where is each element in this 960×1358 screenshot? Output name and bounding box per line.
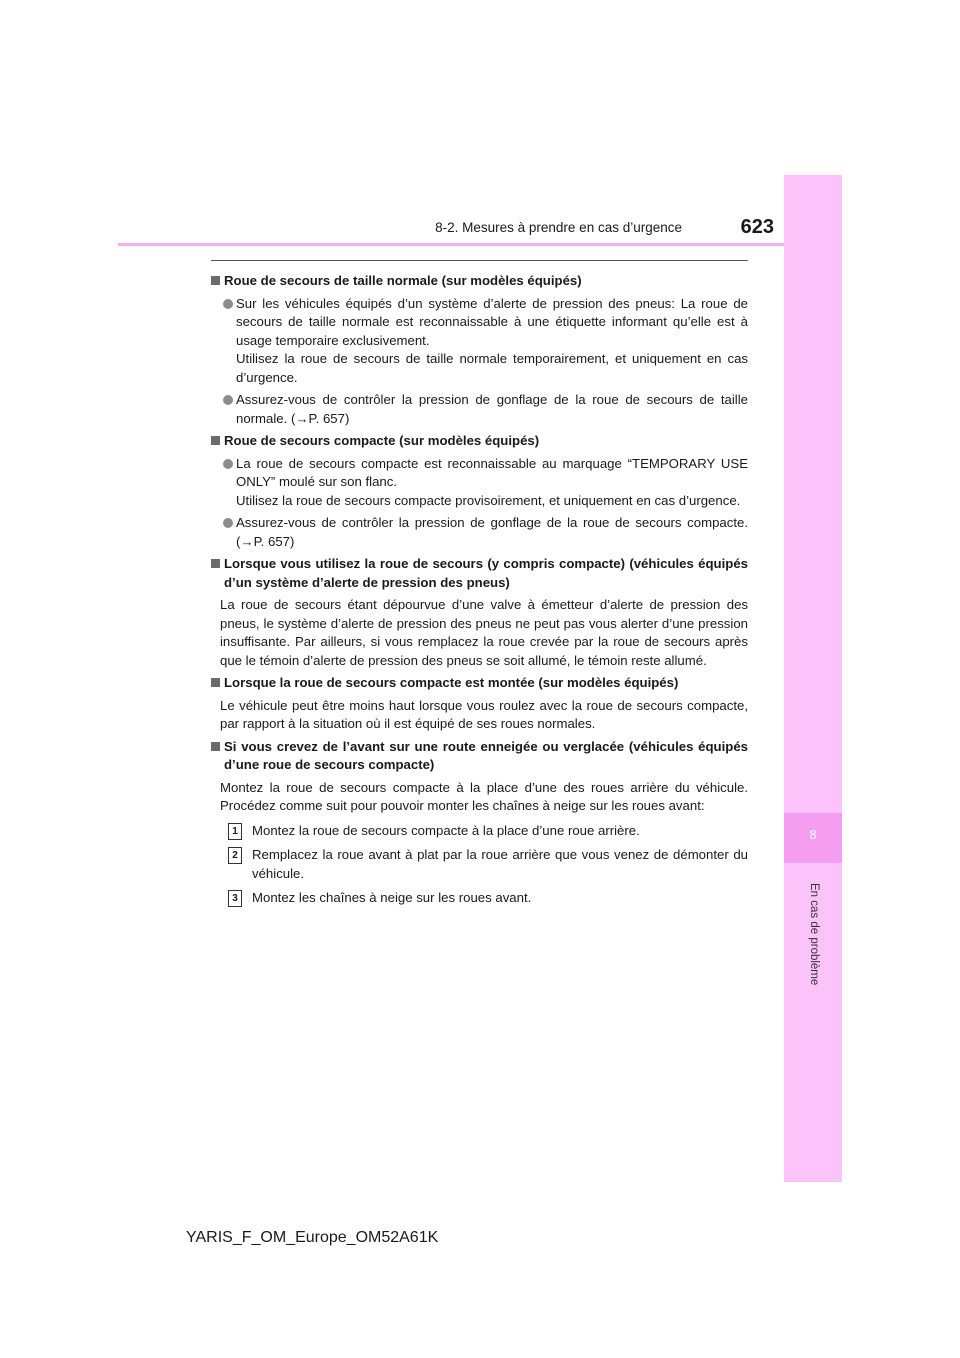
heading-text: Roue de secours de taille normale (sur modèles équipés) <box>224 273 582 288</box>
section-heading <box>211 555 748 592</box>
step-number-badge: 2 <box>228 847 242 864</box>
header-divider <box>118 243 842 246</box>
bullet-text: Utilisez la roue de secours de taille normale temporairement, et uniquement en cas d’urgence. <box>236 351 748 385</box>
step-item <box>211 822 748 841</box>
round-bullet-icon <box>223 518 233 528</box>
chapter-number: 8 <box>809 827 817 842</box>
round-bullet-icon <box>223 395 233 405</box>
paragraph: Le véhicule peut être moins haut lorsque vous roulez avec la roue de secours compacte, par rapport à la situation où il est équipé de ses roues normales. <box>220 697 748 731</box>
paragraph: La roue de secours étant dépourvue d’une valve à émetteur d’alerte de pression des pneus, le système d’alerte de pression des pneus ne peut pas vous alerter d’une pression insuffisante. Par ailleurs, si vous remplacez la roue crevée par la roue de secours après que le témoin d’alerte de pression des pneus se soit allumé, le témoin reste allumé. <box>220 597 748 668</box>
step-text: Remplacez la roue avant à plat par la roue arrière que vous venez de démonter du véhicule. <box>252 847 748 881</box>
list-item <box>211 455 748 511</box>
document-code: YARIS_F_OM_Europe_OM52A61K <box>186 1229 439 1246</box>
square-bullet-icon <box>211 276 220 285</box>
round-bullet-icon <box>223 459 233 469</box>
square-bullet-icon <box>211 436 220 445</box>
step-number-badge: 3 <box>228 890 242 907</box>
page-number: 623 <box>740 216 774 238</box>
round-bullet-icon <box>223 299 233 309</box>
section-heading <box>211 738 748 775</box>
step-item <box>211 889 748 908</box>
bullet-text: Assurez-vous de contrôler la pression de gonflage de la roue de secours de taille normale. (→P. 657) <box>236 392 748 426</box>
square-bullet-icon <box>211 678 220 687</box>
list-item <box>211 514 748 551</box>
chapter-label: En cas de problème <box>808 883 820 986</box>
heading-text: Lorsque la roue de secours compacte est montée (sur modèles équipés) <box>224 675 679 690</box>
square-bullet-icon <box>211 742 220 751</box>
list-item <box>211 295 748 388</box>
bullet-text: La roue de secours compacte est reconnaissable au marquage “TEMPORARY USE ONLY” moulé sur son flanc. <box>236 455 748 489</box>
step-text: Montez la roue de secours compacte à la place d’une roue arrière. <box>252 822 640 838</box>
paragraph: Montez la roue de secours compacte à la place d’une des roues arrière du véhicule. Procédez comme suit pour pouvoir monter les chaînes à neige sur les roues avant: <box>220 779 748 813</box>
list-item <box>211 391 748 428</box>
section-heading <box>211 272 748 291</box>
heading-text: Roue de secours compacte (sur modèles équipés) <box>224 433 540 448</box>
square-bullet-icon <box>211 559 220 568</box>
section-heading <box>211 674 748 693</box>
step-number-badge: 1 <box>228 823 242 840</box>
step-item <box>211 846 748 883</box>
heading-text: Lorsque vous utilisez la roue de secours (y compris compacte) (véhicules équipés d’un système d’alerte de pression des pneus) <box>224 556 748 590</box>
section-title: 8-2. Mesures à prendre en cas d’urgence <box>435 220 682 235</box>
chapter-side-tab[interactable] <box>784 175 842 1182</box>
content-top-rule <box>211 260 748 261</box>
bullet-text: Utilisez la roue de secours compacte provisoirement, et uniquement en cas d’urgence. <box>236 492 741 508</box>
bullet-text: Sur les véhicules équipés d’un système d’alerte de pression des pneus: La roue de secours de taille normale est reconnaissable à une étiquette informant qu’elle est à usage temporaire exclusivement. <box>236 295 748 348</box>
bullet-text: Assurez-vous de contrôler la pression de gonflage de la roue de secours compacte. (→P. 657) <box>236 515 748 549</box>
page-content <box>211 268 748 908</box>
section-heading <box>211 432 748 451</box>
step-text: Montez les chaînes à neige sur les roues avant. <box>252 890 532 905</box>
heading-text: Si vous crevez de l’avant sur une route enneigée ou verglacée (véhicules équipés d’une roue de secours compacte) <box>224 738 748 772</box>
